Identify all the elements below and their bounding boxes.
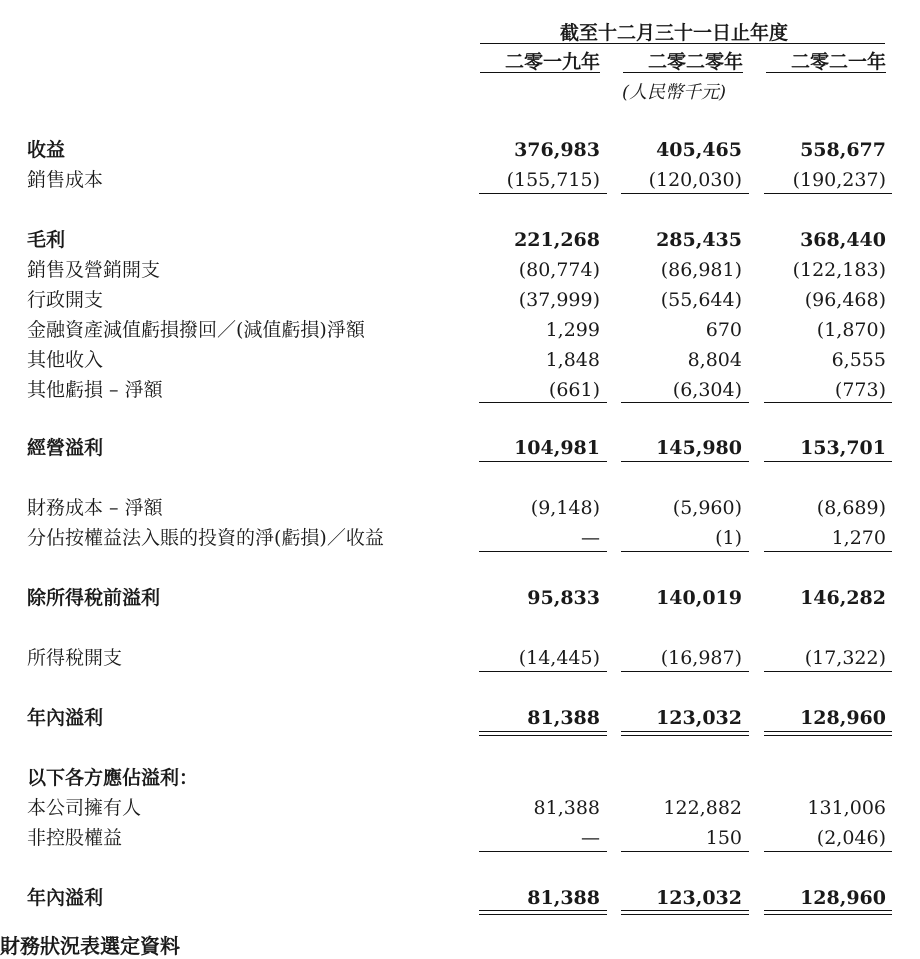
row-label: 非控股權益 <box>27 827 123 849</box>
subtotal-rule <box>764 193 892 194</box>
row-attributable-heading <box>0 763 920 793</box>
subtotal-rule <box>764 461 892 462</box>
value-2020: (86,981) <box>660 259 742 281</box>
value-2019: 81,388 <box>527 707 600 729</box>
row-label: 除所得稅前溢利 <box>27 587 161 609</box>
row-impairment-net <box>0 315 920 345</box>
row-revenue <box>0 135 920 165</box>
row-operating-profit <box>0 433 920 463</box>
value-2021: 131,006 <box>807 797 886 819</box>
value-2019: — <box>581 527 600 549</box>
value-2020: 122,882 <box>663 797 742 819</box>
value-2021: (190,237) <box>792 169 886 191</box>
row-label: 年內溢利 <box>27 887 104 909</box>
value-2020: 150 <box>705 827 742 849</box>
row-label: 毛利 <box>27 229 66 251</box>
subtotal-rule <box>479 193 607 194</box>
subtotal-rule <box>621 551 749 552</box>
value-2019: 81,388 <box>527 887 600 909</box>
row-label: 行政開支 <box>27 289 104 311</box>
subtotal-rule <box>621 461 749 462</box>
row-gross-profit <box>0 225 920 255</box>
value-2019: (155,715) <box>506 169 600 191</box>
year-rule <box>480 72 600 73</box>
row-label: 其他收入 <box>27 349 104 371</box>
row-label: 本公司擁有人 <box>27 797 142 819</box>
total-double-rule <box>621 731 749 736</box>
subtotal-rule <box>764 551 892 552</box>
total-double-rule <box>764 910 892 915</box>
value-2021: 1,270 <box>831 527 886 549</box>
value-2020: 8,804 <box>687 349 742 371</box>
value-2021: 6,555 <box>831 349 886 371</box>
value-2019: (80,774) <box>518 259 600 281</box>
total-double-rule <box>479 731 607 736</box>
row-profit-before-tax <box>0 583 920 613</box>
year-header-2020: 二零二零年 <box>647 51 743 73</box>
cut-off-heading: 財務狀況表選定資料 <box>0 934 180 958</box>
row-label: 金融資產減值虧損撥回／(減值虧損)淨額 <box>27 319 365 341</box>
row-label: 銷售及營銷開支 <box>27 259 161 281</box>
value-2021: (17,322) <box>804 647 886 669</box>
row-other-income <box>0 345 920 375</box>
subtotal-rule <box>479 402 607 403</box>
row-label: 其他虧損 – 淨額 <box>27 379 163 401</box>
row-label: 經營溢利 <box>27 437 104 459</box>
value-2019: 81,388 <box>533 797 600 819</box>
subtotal-rule <box>764 402 892 403</box>
value-2020: 670 <box>705 319 742 341</box>
header-span-rule <box>480 43 885 44</box>
value-2021: (773) <box>834 379 886 401</box>
value-2020: 123,032 <box>656 707 742 729</box>
value-2021: 558,677 <box>800 139 886 161</box>
subtotal-rule <box>621 193 749 194</box>
row-income-tax <box>0 643 920 673</box>
row-non-controlling-interests <box>0 823 920 853</box>
value-2019: 221,268 <box>514 229 600 251</box>
subtotal-rule <box>621 671 749 672</box>
value-2019: (14,445) <box>518 647 600 669</box>
unit-label: (人民幣千元) <box>622 82 727 103</box>
value-2019: (37,999) <box>518 289 600 311</box>
value-2021: (1,870) <box>816 319 886 341</box>
value-2020: (6,304) <box>672 379 742 401</box>
subtotal-rule <box>479 551 607 552</box>
subtotal-rule <box>479 851 607 852</box>
row-share-of-investments <box>0 523 920 553</box>
year-header-2019: 二零一九年 <box>504 51 600 73</box>
row-label: 分佔按權益法入賬的投資的淨(虧損)／收益 <box>27 527 384 549</box>
value-2021: 128,960 <box>800 707 886 729</box>
period-header: 截至十二月三十一日止年度 <box>560 22 789 44</box>
row-owners-of-company <box>0 793 920 823</box>
value-2019: 1,299 <box>545 319 600 341</box>
row-cost-of-sales <box>0 165 920 195</box>
value-2019: 1,848 <box>545 349 600 371</box>
row-other-losses <box>0 375 920 405</box>
total-double-rule <box>764 731 892 736</box>
row-profit-for-year <box>0 703 920 733</box>
value-2020: (120,030) <box>648 169 742 191</box>
value-2020: 285,435 <box>656 229 742 251</box>
subtotal-rule <box>621 402 749 403</box>
value-2019: (661) <box>548 379 600 401</box>
value-2019: 95,833 <box>527 587 600 609</box>
value-2019: — <box>581 827 600 849</box>
value-2020: 123,032 <box>656 887 742 909</box>
row-admin-expenses <box>0 285 920 315</box>
row-label: 以下各方應佔溢利： <box>27 767 199 789</box>
subtotal-rule <box>479 671 607 672</box>
total-double-rule <box>621 910 749 915</box>
row-label: 年內溢利 <box>27 707 104 729</box>
value-2021: 128,960 <box>800 887 886 909</box>
year-rule <box>623 72 743 73</box>
value-2020: (55,644) <box>660 289 742 311</box>
value-2019: 104,981 <box>514 437 600 459</box>
value-2020: (16,987) <box>660 647 742 669</box>
total-double-rule <box>479 910 607 915</box>
row-profit-for-year-total <box>0 883 920 913</box>
value-2021: (8,689) <box>816 497 886 519</box>
value-2021: 146,282 <box>800 587 886 609</box>
value-2019: (9,148) <box>530 497 600 519</box>
row-label: 銷售成本 <box>27 169 104 191</box>
year-rule <box>766 72 886 73</box>
value-2020: (1) <box>715 527 742 549</box>
value-2021: (122,183) <box>792 259 886 281</box>
subtotal-rule <box>479 461 607 462</box>
value-2021: (96,468) <box>804 289 886 311</box>
value-2020: 405,465 <box>656 139 742 161</box>
subtotal-rule <box>764 851 892 852</box>
value-2019: 376,983 <box>514 139 600 161</box>
value-2020: 140,019 <box>656 587 742 609</box>
value-2020: 145,980 <box>656 437 742 459</box>
row-finance-costs <box>0 493 920 523</box>
subtotal-rule <box>764 671 892 672</box>
year-header-2021: 二零二一年 <box>790 51 886 73</box>
value-2021: 153,701 <box>800 437 886 459</box>
row-label: 所得稅開支 <box>27 647 123 669</box>
subtotal-rule <box>621 851 749 852</box>
row-label: 財務成本 – 淨額 <box>27 497 163 519</box>
value-2021: 368,440 <box>800 229 886 251</box>
row-label: 收益 <box>27 139 66 161</box>
value-2020: (5,960) <box>672 497 742 519</box>
value-2021: (2,046) <box>816 827 886 849</box>
row-selling-expenses <box>0 255 920 285</box>
